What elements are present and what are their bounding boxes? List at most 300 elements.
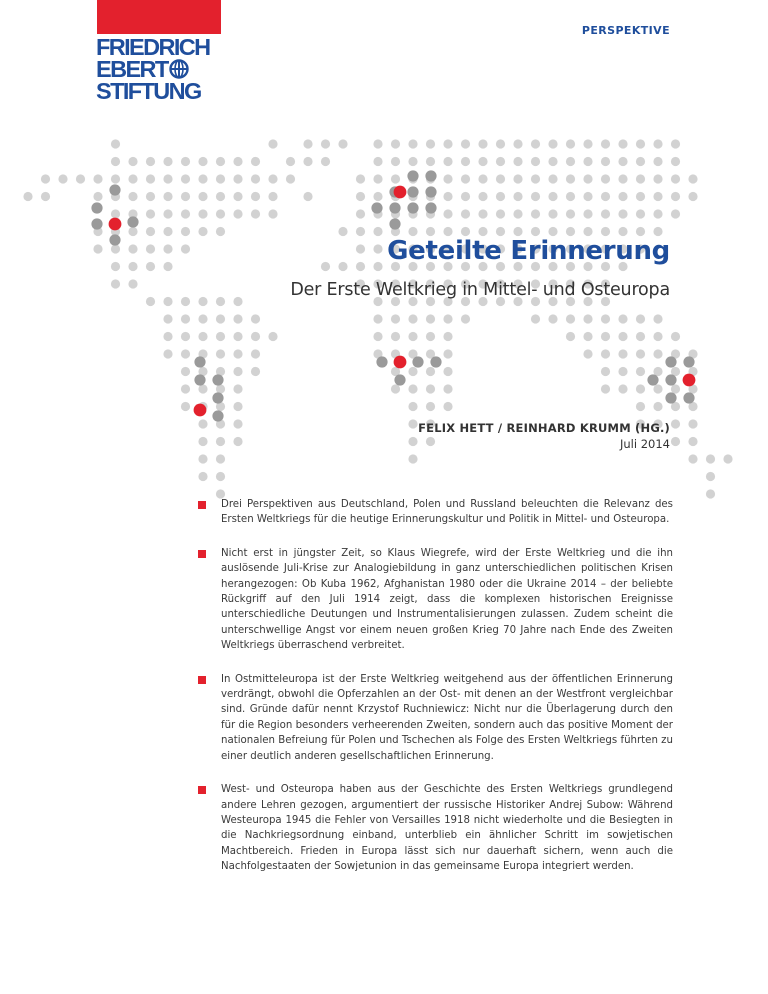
map-dot xyxy=(163,192,172,201)
map-dot xyxy=(618,209,627,218)
map-dot xyxy=(338,139,347,148)
map-dot xyxy=(443,349,452,358)
map-dot xyxy=(706,472,715,481)
map-dot xyxy=(303,192,312,201)
map-dot xyxy=(636,209,645,218)
map-dot xyxy=(478,192,487,201)
map-dot-highlight xyxy=(683,374,696,387)
map-dot xyxy=(636,332,645,341)
map-dot xyxy=(513,174,522,183)
map-dot xyxy=(636,314,645,323)
map-dot-dark xyxy=(412,356,423,367)
map-dot xyxy=(618,384,627,393)
map-dot xyxy=(163,262,172,271)
map-dot xyxy=(233,209,242,218)
map-dot xyxy=(391,332,400,341)
map-dot xyxy=(268,192,277,201)
map-dot xyxy=(163,227,172,236)
map-dot-dark xyxy=(212,410,223,421)
map-dot xyxy=(531,314,540,323)
map-dot xyxy=(181,157,190,166)
map-dot xyxy=(146,174,155,183)
map-dot xyxy=(531,227,540,236)
map-dot-highlight xyxy=(394,356,407,369)
map-dot xyxy=(531,174,540,183)
map-dot xyxy=(146,262,155,271)
map-dot xyxy=(181,227,190,236)
map-dot xyxy=(426,367,435,376)
map-dot xyxy=(233,157,242,166)
map-dot xyxy=(216,157,225,166)
map-dot xyxy=(618,157,627,166)
map-dot xyxy=(198,314,207,323)
map-dot xyxy=(233,332,242,341)
map-dot xyxy=(233,349,242,358)
map-dot xyxy=(653,349,662,358)
map-dot xyxy=(111,262,120,271)
map-dot-dark xyxy=(91,218,102,229)
list-item xyxy=(198,497,673,528)
map-dot xyxy=(653,402,662,411)
map-dot xyxy=(233,419,242,428)
map-dot xyxy=(216,314,225,323)
map-dot xyxy=(443,139,452,148)
map-dot xyxy=(216,174,225,183)
map-dot xyxy=(566,192,575,201)
map-dot xyxy=(58,174,67,183)
map-dot-dark xyxy=(194,356,205,367)
map-dot xyxy=(373,157,382,166)
map-dot xyxy=(566,157,575,166)
map-dot xyxy=(426,157,435,166)
map-dot xyxy=(583,332,592,341)
map-dot xyxy=(373,139,382,148)
authors: FELIX HETT / REINHARD KRUMM (HG.) xyxy=(418,421,670,435)
map-dot xyxy=(601,367,610,376)
list-item xyxy=(198,672,673,764)
map-dot xyxy=(391,174,400,183)
map-dot xyxy=(653,174,662,183)
map-dot xyxy=(601,332,610,341)
map-dot xyxy=(233,384,242,393)
map-dot xyxy=(478,209,487,218)
map-dot xyxy=(128,227,137,236)
map-dot xyxy=(426,402,435,411)
map-dot xyxy=(128,262,137,271)
map-dot-dark xyxy=(665,392,676,403)
map-dot-dark xyxy=(683,356,694,367)
map-dot xyxy=(496,157,505,166)
map-dot xyxy=(286,157,295,166)
map-dot-dark xyxy=(430,356,441,367)
map-dot xyxy=(443,192,452,201)
map-dot xyxy=(426,437,435,446)
map-dot xyxy=(636,227,645,236)
map-dot xyxy=(111,279,120,288)
map-dot xyxy=(181,332,190,341)
map-dot xyxy=(233,314,242,323)
logo-line-3: STIFTUNG xyxy=(96,78,201,104)
map-dot-dark xyxy=(127,216,138,227)
map-dot xyxy=(128,192,137,201)
map-dot xyxy=(146,157,155,166)
map-dot xyxy=(461,174,470,183)
map-dot xyxy=(636,139,645,148)
map-dot xyxy=(461,157,470,166)
map-dot xyxy=(251,349,260,358)
map-dot xyxy=(93,244,102,253)
map-dot xyxy=(531,157,540,166)
map-dot xyxy=(636,174,645,183)
map-dot-dark xyxy=(389,218,400,229)
map-dot xyxy=(163,314,172,323)
map-dot xyxy=(618,192,627,201)
map-dot xyxy=(198,157,207,166)
map-dot xyxy=(198,419,207,428)
map-dot xyxy=(443,227,452,236)
map-dot xyxy=(671,419,680,428)
map-dot xyxy=(216,349,225,358)
map-dot xyxy=(688,192,697,201)
map-dot xyxy=(671,157,680,166)
map-dot xyxy=(601,384,610,393)
map-dot xyxy=(461,227,470,236)
map-dot xyxy=(111,174,120,183)
map-dot xyxy=(601,349,610,358)
map-dot xyxy=(303,139,312,148)
map-dot xyxy=(216,454,225,463)
map-dot xyxy=(373,227,382,236)
map-dot xyxy=(163,349,172,358)
map-dot xyxy=(513,192,522,201)
map-dot-dark xyxy=(425,202,436,213)
map-dot xyxy=(688,419,697,428)
map-dot xyxy=(23,192,32,201)
map-dot xyxy=(496,209,505,218)
map-dot xyxy=(356,227,365,236)
map-dot-dark xyxy=(109,234,120,245)
map-dot xyxy=(566,209,575,218)
map-dot xyxy=(583,157,592,166)
map-dot xyxy=(233,174,242,183)
map-dot xyxy=(408,332,417,341)
map-dot xyxy=(583,349,592,358)
map-dot xyxy=(233,367,242,376)
map-dot xyxy=(163,157,172,166)
map-dot xyxy=(146,244,155,253)
map-dot xyxy=(531,139,540,148)
map-dot xyxy=(198,332,207,341)
map-dot xyxy=(181,314,190,323)
map-dot-dark xyxy=(389,202,400,213)
map-dot xyxy=(128,157,137,166)
map-dot-dark xyxy=(407,170,418,181)
map-dot xyxy=(408,314,417,323)
map-dot xyxy=(373,314,382,323)
map-dot xyxy=(636,402,645,411)
map-dot xyxy=(146,227,155,236)
map-dot xyxy=(356,192,365,201)
map-dot xyxy=(391,157,400,166)
map-dot xyxy=(181,244,190,253)
map-dot xyxy=(653,192,662,201)
map-dot-highlight xyxy=(194,404,207,417)
map-dot xyxy=(548,314,557,323)
map-dot xyxy=(548,139,557,148)
map-dot xyxy=(671,437,680,446)
map-dot xyxy=(198,437,207,446)
series-label: PERSPEKTIVE xyxy=(581,24,670,37)
map-dot-dark xyxy=(109,184,120,195)
map-dot xyxy=(601,314,610,323)
map-dot-dark xyxy=(683,392,694,403)
map-dot xyxy=(198,227,207,236)
map-dot xyxy=(671,332,680,341)
map-dot xyxy=(636,367,645,376)
map-dot xyxy=(461,209,470,218)
map-dot-dark xyxy=(394,374,405,385)
map-dot xyxy=(251,157,260,166)
map-dot xyxy=(618,367,627,376)
bullet-text: West- und Osteuropa haben aus der Geschichte des Ersten Weltkriegs grundlegend andere Lehren gezogen, argumentiert der russische Historiker Andrej Subow: Während Westeuropa 1945 die Fehler von Versailles 1918 nicht wiederholte und die Besiegten in die Nachkriegsordnung einband, unterblieb ein ähnlicher Schritt im sowjetischen Machtbereich. Frieden in Europa lässt sich nur dauerhaft sichern, wenn auch die Nachfolgestaaten der Sowjetunion in das gemeinsame Europa integriert werden. xyxy=(221,784,673,873)
map-dot-dark xyxy=(425,186,436,197)
map-dot xyxy=(146,297,155,306)
map-dot xyxy=(653,157,662,166)
map-dot xyxy=(583,192,592,201)
map-dot xyxy=(146,192,155,201)
map-dot xyxy=(566,314,575,323)
logo-line-1: FRIEDRICH xyxy=(96,34,210,60)
map-dot xyxy=(601,174,610,183)
map-dot xyxy=(408,437,417,446)
map-dot xyxy=(251,209,260,218)
map-dot xyxy=(128,279,137,288)
map-dot xyxy=(181,349,190,358)
map-dot xyxy=(76,174,85,183)
map-dot xyxy=(373,332,382,341)
bullet-square-icon xyxy=(198,786,206,794)
map-dot xyxy=(443,174,452,183)
map-dot xyxy=(653,332,662,341)
bullet-text: Nicht erst in jüngster Zeit, so Klaus Wiegrefe, wird der Erste Weltkrieg und die ihn auslösende Juli-Krise zur Analogiebildung in ganz unterschiedlichen politischen Krisen herangezogen: Ob Kuba 1962, Afghanistan 1980 oder die Ukraine 2014 – der beliebte Rückgriff auf den Juli 1914 zeigt, dass die komplexen historischen Ereignisse unterschiedliche Deutungen und Instrumentalisierungen zulassen. Zudem scheint die unterschwellige Angst vor einem neuen großen Krieg 70 Jahre nach Ende des Zweiten Weltkriegs überraschend verbreitet. xyxy=(221,547,673,652)
map-dot xyxy=(688,437,697,446)
map-dot xyxy=(198,384,207,393)
map-dot xyxy=(548,209,557,218)
map-dot xyxy=(478,157,487,166)
map-dot xyxy=(408,227,417,236)
map-dot xyxy=(513,139,522,148)
map-dot xyxy=(618,139,627,148)
map-dot xyxy=(671,384,680,393)
map-dot xyxy=(583,209,592,218)
map-dot xyxy=(93,192,102,201)
map-dot xyxy=(618,174,627,183)
map-dot xyxy=(548,227,557,236)
map-dot xyxy=(181,209,190,218)
map-dot xyxy=(391,384,400,393)
map-dot xyxy=(338,227,347,236)
map-dot xyxy=(93,174,102,183)
map-dot xyxy=(548,192,557,201)
map-dot xyxy=(251,314,260,323)
map-dot xyxy=(443,157,452,166)
map-dot xyxy=(688,454,697,463)
map-dot xyxy=(146,209,155,218)
map-dot xyxy=(233,402,242,411)
map-dot xyxy=(443,314,452,323)
map-dot xyxy=(496,192,505,201)
map-dot-dark xyxy=(91,202,102,213)
map-dot xyxy=(128,244,137,253)
map-dot xyxy=(286,174,295,183)
bullet-square-icon xyxy=(198,676,206,684)
map-dot xyxy=(408,402,417,411)
map-dot-dark xyxy=(425,170,436,181)
publication-date: Juli 2014 xyxy=(620,437,670,451)
map-dot xyxy=(233,192,242,201)
map-dot xyxy=(671,174,680,183)
map-dot xyxy=(41,192,50,201)
map-dot xyxy=(251,174,260,183)
map-dot xyxy=(233,437,242,446)
map-dot xyxy=(566,227,575,236)
map-dot xyxy=(321,157,330,166)
map-dot xyxy=(513,227,522,236)
map-dot xyxy=(671,139,680,148)
map-dot-dark xyxy=(376,356,387,367)
map-dot xyxy=(216,332,225,341)
map-dot xyxy=(163,209,172,218)
map-dot xyxy=(653,384,662,393)
map-dot-dark xyxy=(407,202,418,213)
map-dot xyxy=(706,454,715,463)
map-dot xyxy=(478,227,487,236)
map-dot xyxy=(478,139,487,148)
map-dot xyxy=(216,227,225,236)
map-dot xyxy=(653,314,662,323)
bullet-text: Drei Perspektiven aus Deutschland, Polen und Russland beleuchten die Relevanz des Ersten Weltkriegs für die heutige Erinnerungskultur und Politik in Mittel- und Osteuropa. xyxy=(221,499,673,526)
map-dot xyxy=(251,192,260,201)
map-dot xyxy=(111,139,120,148)
map-dot xyxy=(443,332,452,341)
map-dot xyxy=(723,454,732,463)
map-dot xyxy=(496,139,505,148)
map-dot xyxy=(513,157,522,166)
map-dot xyxy=(601,209,610,218)
map-dot xyxy=(181,192,190,201)
map-dot xyxy=(653,227,662,236)
map-dot xyxy=(268,209,277,218)
map-dot xyxy=(426,139,435,148)
map-dot xyxy=(391,314,400,323)
map-dot xyxy=(461,192,470,201)
map-dot xyxy=(706,489,715,498)
map-dot xyxy=(496,174,505,183)
bullet-square-icon xyxy=(198,550,206,558)
map-dot xyxy=(181,402,190,411)
map-dot xyxy=(496,227,505,236)
map-dot xyxy=(373,192,382,201)
map-dot xyxy=(41,174,50,183)
map-dot xyxy=(443,209,452,218)
map-dot xyxy=(268,332,277,341)
logo-line-2: EBERT xyxy=(96,56,168,82)
page-subtitle: Der Erste Weltkrieg in Mittel- und Osteuropa xyxy=(290,280,670,300)
map-dot-highlight xyxy=(394,186,407,199)
map-dot xyxy=(216,209,225,218)
map-dot-highlight xyxy=(109,218,122,231)
map-dot-dark xyxy=(212,392,223,403)
map-dot xyxy=(408,454,417,463)
map-dot xyxy=(128,174,137,183)
map-dot xyxy=(111,209,120,218)
map-dot xyxy=(268,174,277,183)
map-dot xyxy=(303,157,312,166)
map-dot xyxy=(461,314,470,323)
map-dot xyxy=(566,332,575,341)
map-dot xyxy=(548,157,557,166)
map-dot xyxy=(636,192,645,201)
map-dot xyxy=(426,314,435,323)
map-dot xyxy=(391,139,400,148)
map-dot xyxy=(198,192,207,201)
map-dot xyxy=(321,139,330,148)
map-dot xyxy=(216,437,225,446)
map-dot xyxy=(653,209,662,218)
map-dot xyxy=(443,367,452,376)
map-dot xyxy=(408,367,417,376)
map-dot xyxy=(583,139,592,148)
summary-list xyxy=(198,497,673,893)
page-title: Geteilte Erinnerung xyxy=(387,236,670,266)
map-dot xyxy=(636,384,645,393)
map-dot xyxy=(636,157,645,166)
map-dot xyxy=(671,209,680,218)
map-dot xyxy=(181,384,190,393)
map-dot xyxy=(461,139,470,148)
map-dot xyxy=(373,174,382,183)
map-dot xyxy=(601,227,610,236)
map-dot xyxy=(548,174,557,183)
map-dot-dark xyxy=(665,374,676,385)
map-dot xyxy=(268,139,277,148)
map-dot xyxy=(618,314,627,323)
map-dot xyxy=(671,192,680,201)
map-dot xyxy=(163,332,172,341)
bullet-text: In Ostmitteleuropa ist der Erste Weltkrieg weitgehend aus der öffentlichen Erinnerung verdrängt, obwohl die Opferzahlen an der Ost- mit denen an der Westfront vergleichbar sind. Gründe dafür nennt Krzystof Ruchniewicz: Nicht nur die Überlagerung durch den für die Region besonders verheerenden Zweiten, sondern auch das positive Moment der nationalen Befreiung für Polen und Tschechen als Folge des Ersten Weltkriegs führten zu einer deutlich anderen gesellschaftlichen Erinnerung. xyxy=(221,673,673,762)
map-dot xyxy=(583,227,592,236)
map-dot-dark xyxy=(647,374,658,385)
map-dot xyxy=(426,227,435,236)
map-dot xyxy=(426,384,435,393)
map-dot-dark xyxy=(407,186,418,197)
map-dot xyxy=(601,139,610,148)
map-dot xyxy=(251,332,260,341)
map-dot xyxy=(531,192,540,201)
map-dot xyxy=(478,174,487,183)
map-dot-dark xyxy=(371,202,382,213)
map-dot xyxy=(163,174,172,183)
map-dot xyxy=(618,227,627,236)
map-dot xyxy=(636,349,645,358)
bullet-square-icon xyxy=(198,501,206,509)
map-dot xyxy=(216,384,225,393)
map-dot-dark xyxy=(665,356,676,367)
map-dot xyxy=(443,384,452,393)
map-dot xyxy=(356,174,365,183)
map-dot xyxy=(408,139,417,148)
map-dot xyxy=(618,349,627,358)
